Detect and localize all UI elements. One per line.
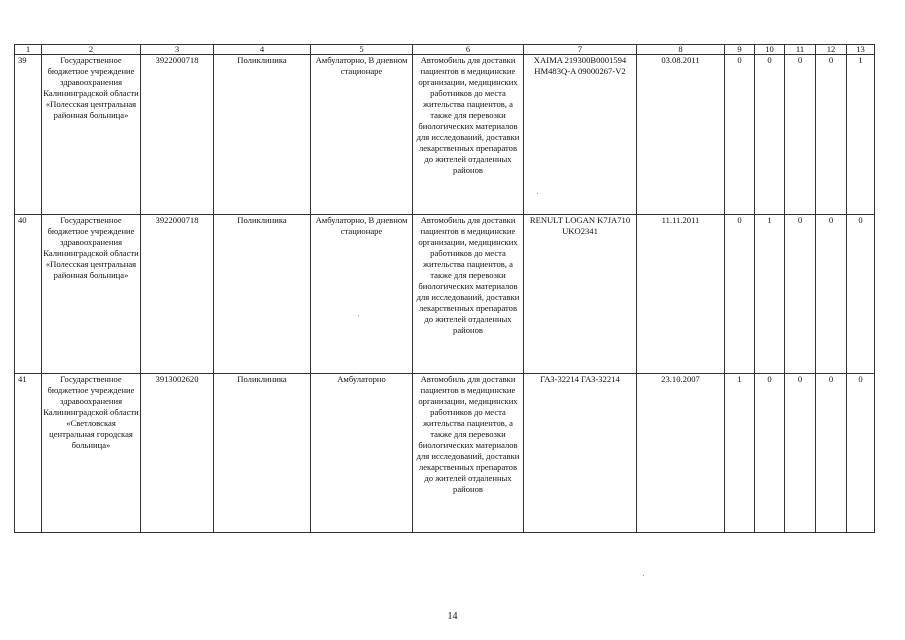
unit-type: Поликлиника <box>214 55 311 215</box>
unit-type: Поликлиника <box>214 215 311 374</box>
column-header: 2 <box>42 45 141 55</box>
institution-name: Государственное бюджетное учреждение здравоохранения Калининградской области «Светловская центральная городская больница» <box>42 374 141 533</box>
scan-speck <box>537 193 538 194</box>
value-cell: 1 <box>755 215 785 374</box>
vehicle-purpose: Автомобиль для доставки пациентов в медицинские организации, медицинских работников до места жительства пациентов, а также для перевозки биологических материалов для исследований, доставки лекарственных препаратов до жителей отдаленных районов <box>413 55 524 215</box>
column-header: 8 <box>637 45 725 55</box>
value-cell: 0 <box>785 55 816 215</box>
value-cell: 0 <box>816 215 847 374</box>
vehicle-model: ГАЗ-32214 ГАЗ-32214 <box>524 374 637 533</box>
value-cell: 0 <box>816 374 847 533</box>
scan-speck <box>643 575 644 576</box>
column-header: 13 <box>847 45 875 55</box>
vehicle-model: XAIMA 219300B0001594 HM483Q-A 09000267-V2 <box>524 55 637 215</box>
column-header: 11 <box>785 45 816 55</box>
row-number: 40 <box>15 215 42 374</box>
row-number: 41 <box>15 374 42 533</box>
vehicle-date: 23.10.2007 <box>637 374 725 533</box>
institution-name: Государственное бюджетное учреждение здравоохранения Калининградской области «Полесская центральная районная больница» <box>42 215 141 374</box>
value-cell: 0 <box>816 55 847 215</box>
vehicle-date: 03.08.2011 <box>637 55 725 215</box>
table-row <box>15 215 875 374</box>
column-number-row <box>15 45 875 55</box>
page-number: 14 <box>447 611 458 622</box>
value-cell: 1 <box>847 55 875 215</box>
inn-code: 3913002620 <box>141 374 214 533</box>
column-header: 5 <box>311 45 413 55</box>
table-row <box>15 55 875 215</box>
inn-code: 3922000718 <box>141 215 214 374</box>
vehicle-purpose: Автомобиль для доставки пациентов в медицинские организации, медицинских работников до места жительства пациентов, а также для перевозки биологических материалов для исследований, доставки лекарственных препаратов до жителей отдаленных районов <box>413 374 524 533</box>
column-header: 12 <box>816 45 847 55</box>
vehicle-model: RENULT LOGAN K7JA710 UKO2341 <box>524 215 637 374</box>
value-cell: 1 <box>725 374 755 533</box>
column-header: 6 <box>413 45 524 55</box>
value-cell: 0 <box>785 215 816 374</box>
vehicle-date: 11.11.2011 <box>637 215 725 374</box>
column-header: 10 <box>755 45 785 55</box>
value-cell: 0 <box>725 215 755 374</box>
care-mode: Амбулаторно <box>311 374 413 533</box>
value-cell: 0 <box>725 55 755 215</box>
column-header: 9 <box>725 45 755 55</box>
column-header: 3 <box>141 45 214 55</box>
vehicles-table <box>14 44 875 533</box>
value-cell: 0 <box>847 215 875 374</box>
value-cell: 0 <box>785 374 816 533</box>
column-header: 7 <box>524 45 637 55</box>
value-cell: 0 <box>755 374 785 533</box>
unit-type: Поликлиника <box>214 374 311 533</box>
table-row <box>15 374 875 533</box>
care-mode: Амбулаторно, В дневном стационаре <box>311 215 413 374</box>
column-header: 1 <box>15 45 42 55</box>
care-mode: Амбулаторно, В дневном стационаре <box>311 55 413 215</box>
column-header: 4 <box>214 45 311 55</box>
row-number: 39 <box>15 55 42 215</box>
vehicle-purpose: Автомобиль для доставки пациентов в медицинские организации, медицинских работников до места жительства пациентов, а также для перевозки биологических материалов для исследований, доставки лекарственных препаратов до жителей отдаленных районов <box>413 215 524 374</box>
institution-name: Государственное бюджетное учреждение здравоохранения Калининградской области «Полесская центральная районная больница» <box>42 55 141 215</box>
value-cell: 0 <box>755 55 785 215</box>
scan-speck <box>358 315 359 316</box>
value-cell: 0 <box>847 374 875 533</box>
inn-code: 3922000718 <box>141 55 214 215</box>
